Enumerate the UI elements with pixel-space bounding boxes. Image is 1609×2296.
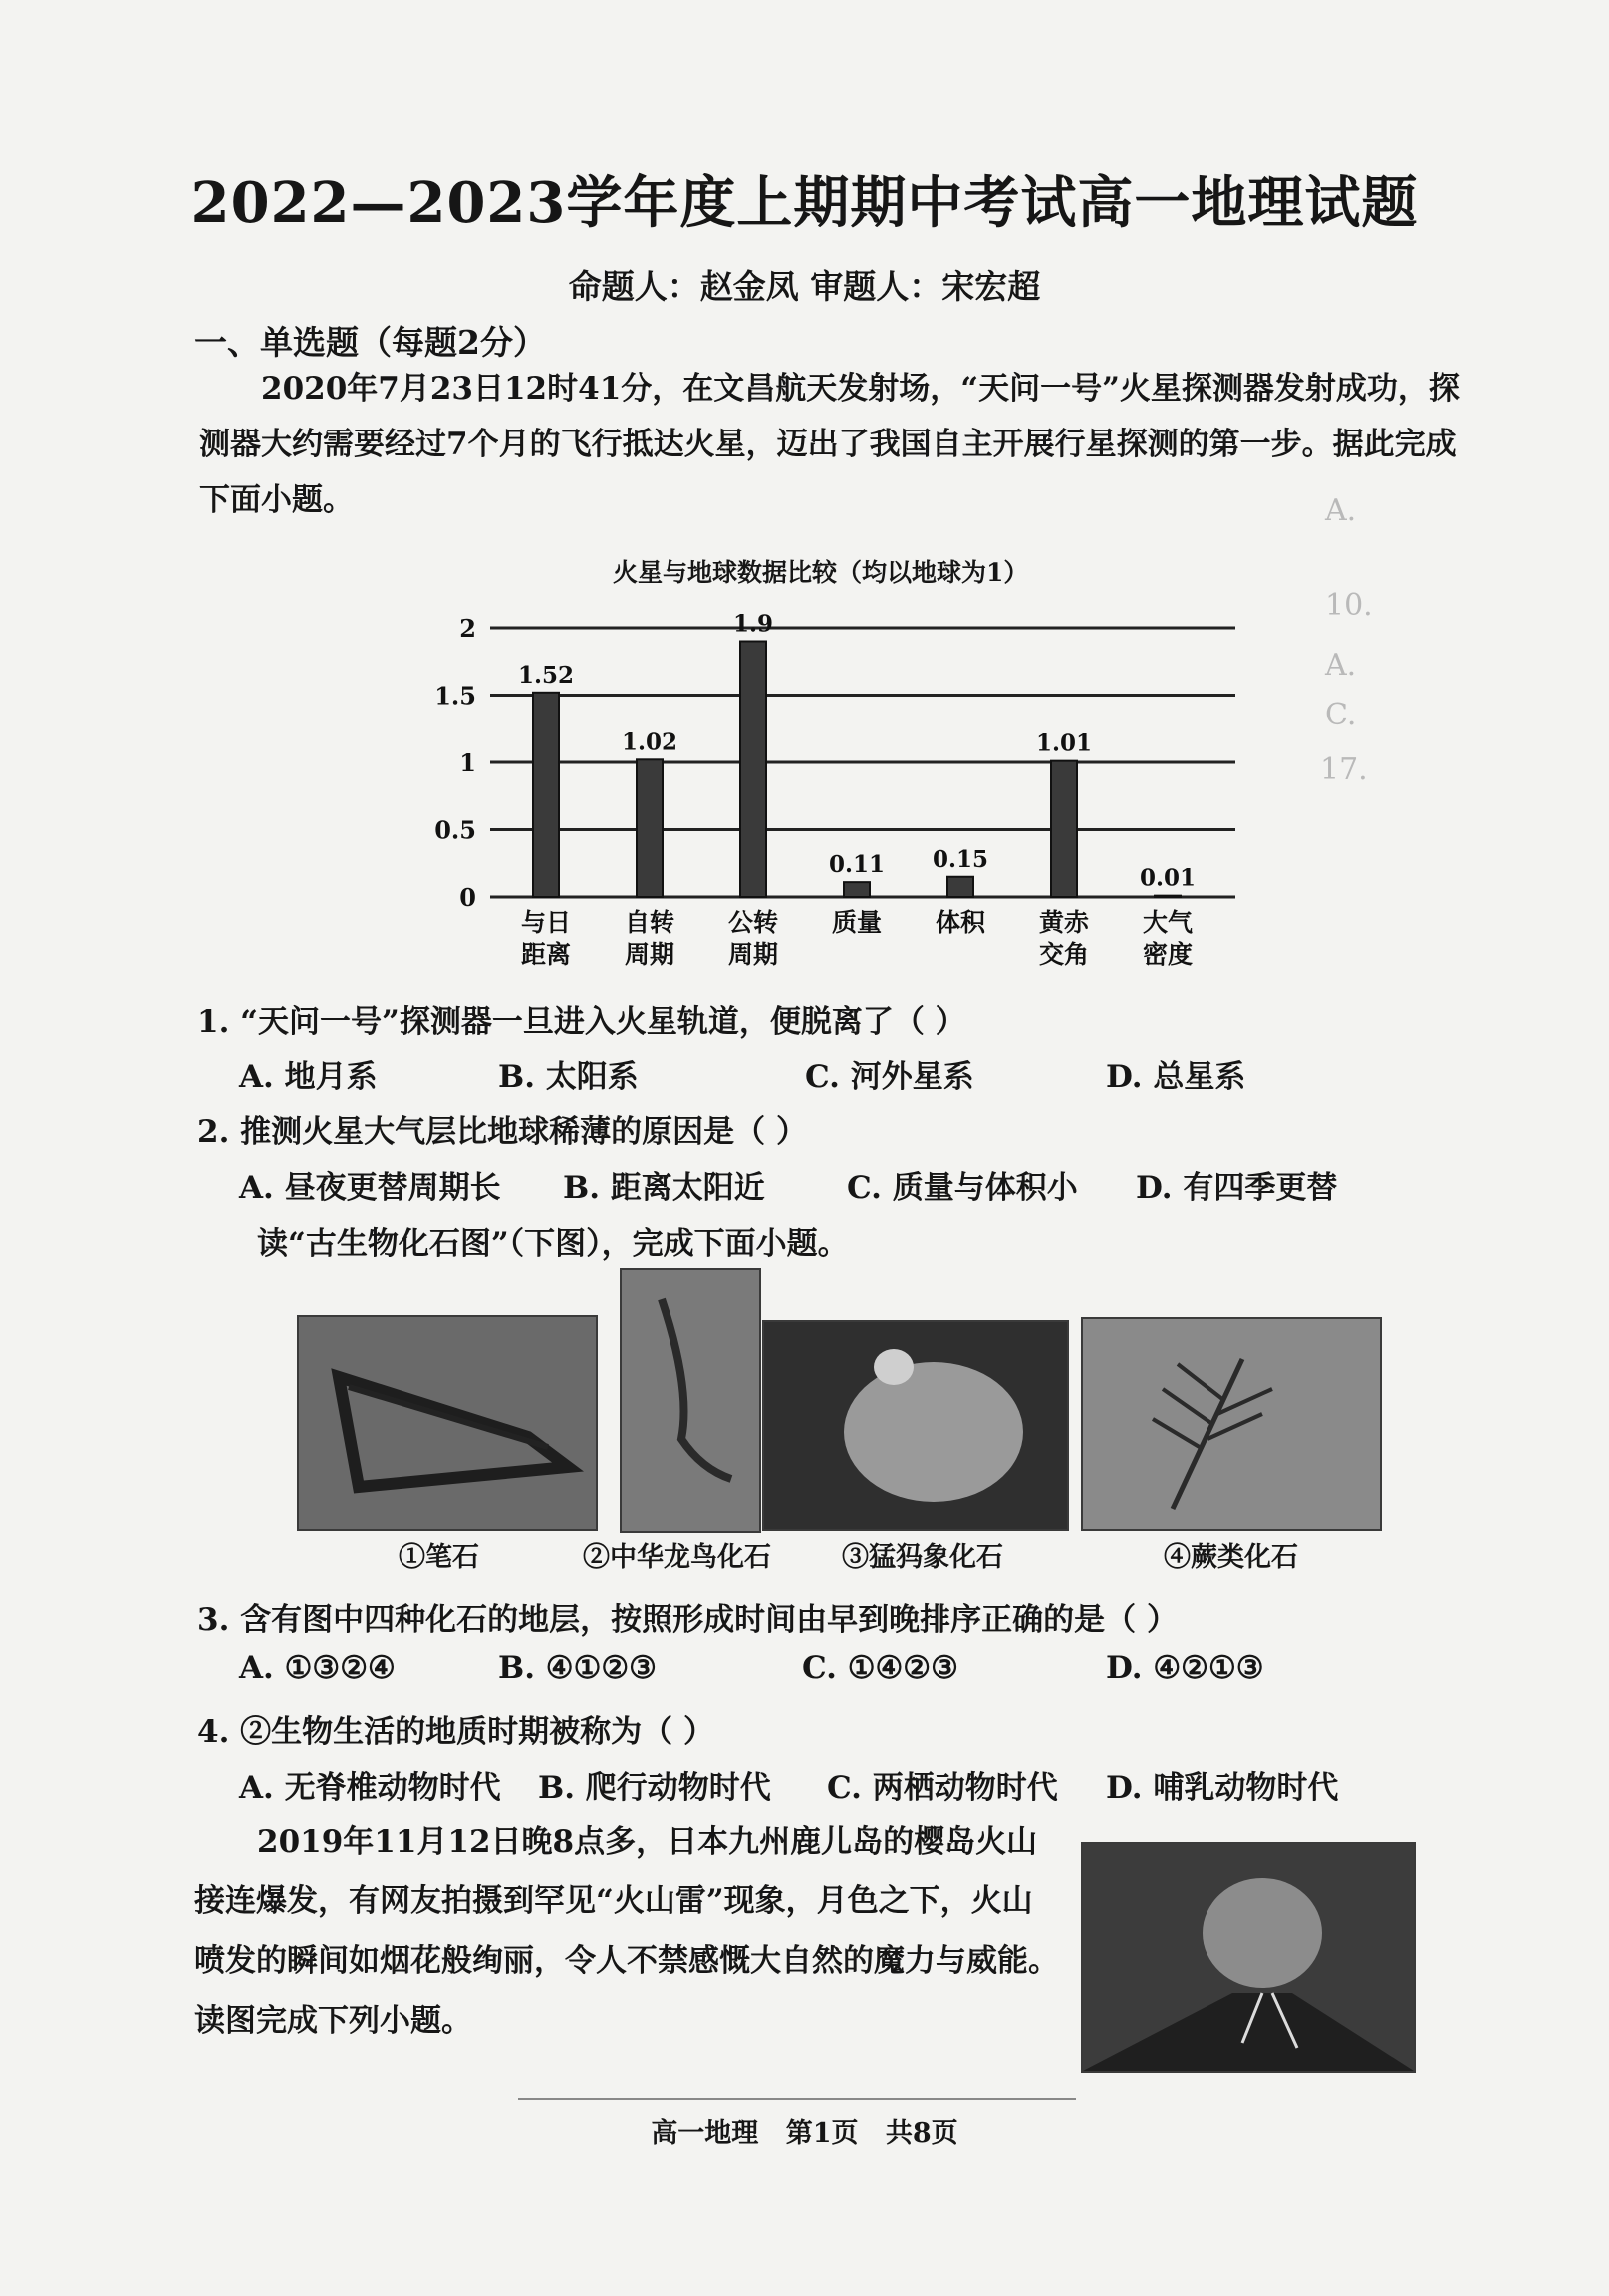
intro-fossils: 读“古生物化石图”（下图），完成下面小题。 bbox=[257, 1226, 849, 1262]
bleed-through-text: A. bbox=[1325, 493, 1357, 528]
y-tick-label: 0.5 bbox=[434, 815, 476, 845]
bar-value-label: 1.02 bbox=[621, 728, 678, 756]
fossil-caption-2: ②中华龙鸟化石 bbox=[583, 1542, 771, 1573]
bleed-through-text: 17. bbox=[1320, 752, 1368, 787]
y-tick-label: 2 bbox=[459, 614, 476, 643]
q4-option-a: A. 无脊椎动物时代 bbox=[239, 1770, 501, 1806]
bleed-through-text: 10. bbox=[1325, 588, 1373, 623]
x-tick-label: 交角 bbox=[1038, 940, 1090, 969]
question-3: 3. 含有图中四种化石的地层，按照形成时间由早到晚排序正确的是（ ） bbox=[197, 1602, 1178, 1638]
bar-value-label: 1.52 bbox=[517, 661, 575, 689]
fern-fossil-photo bbox=[1081, 1317, 1382, 1531]
fossil-caption-1: ①笔石 bbox=[399, 1542, 479, 1573]
section-heading: 一、单选题（每题2分） bbox=[194, 323, 546, 362]
q2-option-c: C. 质量与体积小 bbox=[847, 1170, 1078, 1206]
y-tick-label: 0 bbox=[459, 883, 476, 912]
intro-volcano-line: 读图完成下列小题。 bbox=[194, 2003, 472, 2039]
x-tick-label: 密度 bbox=[1142, 940, 1194, 969]
y-tick-label: 1.5 bbox=[434, 681, 476, 711]
exam-authors: 命题人：赵金凤 审题人：宋宏超 bbox=[568, 267, 1041, 306]
volcano-photo bbox=[1081, 1842, 1416, 2073]
x-tick-label: 大气 bbox=[1142, 908, 1194, 937]
q1-option-b: B. 太阳系 bbox=[498, 1059, 639, 1095]
bar-value-label: 0.11 bbox=[828, 851, 886, 879]
y-tick-label: 1 bbox=[459, 748, 476, 777]
q4-option-b: B. 爬行动物时代 bbox=[538, 1770, 771, 1806]
bleed-through-text: A. bbox=[1325, 648, 1357, 683]
fossil-caption-3: ③猛犸象化石 bbox=[842, 1542, 1003, 1573]
x-tick-label: 质量 bbox=[831, 908, 883, 937]
x-tick-label: 体积 bbox=[935, 908, 986, 937]
bar-value-label: 1.9 bbox=[732, 610, 774, 638]
intro-volcano-line: 接连爆发，有网友拍摄到罕见“火山雷”现象，月色之下，火山 bbox=[194, 1883, 1033, 1919]
exam-title: 2022—2023学年度上期期中考试高一地理试题 bbox=[190, 170, 1419, 236]
q4-option-c: C. 两栖动物时代 bbox=[827, 1770, 1058, 1806]
bleed-through-text: C. bbox=[1325, 698, 1357, 732]
x-tick-label: 公转 bbox=[727, 908, 779, 937]
question-2: 2. 推测火星大气层比地球稀薄的原因是（ ） bbox=[197, 1114, 807, 1150]
q1-option-c: C. 河外星系 bbox=[805, 1059, 974, 1095]
bar-value-label: 1.01 bbox=[1035, 729, 1093, 757]
intro-volcano-line: 2019年11月12日晚8点多，日本九州鹿儿岛的樱岛火山 bbox=[257, 1824, 1038, 1860]
intro-line: 测器大约需要经过7个月的飞行抵达火星，迈出了我国自主开展行星探测的第一步。据此完成 bbox=[199, 427, 1457, 462]
intro-line: 下面小题。 bbox=[199, 482, 354, 518]
q1-option-a: A. 地月系 bbox=[239, 1059, 378, 1095]
bar bbox=[533, 693, 559, 897]
intro-volcano-line: 喷发的瞬间如烟花般绚丽，令人不禁感慨大自然的魔力与威能。 bbox=[194, 1943, 1059, 1979]
x-tick-label: 周期 bbox=[624, 940, 675, 969]
bar bbox=[1051, 761, 1077, 897]
x-tick-label: 周期 bbox=[727, 940, 779, 969]
q4-option-d: D. 哺乳动物时代 bbox=[1106, 1770, 1339, 1806]
sinosauropteryx-photo bbox=[620, 1268, 761, 1533]
q2-option-a: A. 昼夜更替周期长 bbox=[239, 1170, 501, 1206]
bar bbox=[637, 759, 663, 897]
q3-option-a: A. ①③②④ bbox=[239, 1650, 396, 1686]
x-tick-label: 距离 bbox=[520, 940, 572, 969]
mammoth-photo bbox=[762, 1320, 1069, 1531]
bar-value-label: 0.15 bbox=[932, 845, 989, 873]
page-footer: 高一地理 第1页 共8页 bbox=[651, 2118, 958, 2149]
q2-option-b: B. 距离太阳近 bbox=[563, 1170, 765, 1206]
q3-option-c: C. ①④②③ bbox=[802, 1650, 958, 1686]
question-4: 4. ②生物生活的地质时期被称为（ ） bbox=[197, 1714, 714, 1750]
x-tick-label: 黄赤 bbox=[1038, 908, 1090, 937]
bar-value-label: 0.01 bbox=[1139, 864, 1197, 892]
bar bbox=[947, 877, 973, 897]
intro-line: 2020年7月23日12时41分，在文昌航天发射场，“天问一号”火星探测器发射成功，探 bbox=[261, 371, 1460, 407]
q1-option-d: D. 总星系 bbox=[1106, 1059, 1246, 1095]
mars-earth-bar-chart bbox=[428, 588, 1255, 987]
bar bbox=[1155, 896, 1181, 897]
footer-divider bbox=[518, 2098, 1076, 2100]
x-tick-label: 与日 bbox=[520, 908, 572, 937]
q3-option-d: D. ④②①③ bbox=[1106, 1650, 1264, 1686]
q2-option-d: D. 有四季更替 bbox=[1136, 1170, 1338, 1206]
q3-option-b: B. ④①②③ bbox=[498, 1650, 657, 1686]
bar bbox=[844, 882, 870, 897]
question-1: 1. “天问一号”探测器一旦进入火星轨道，便脱离了（ ） bbox=[197, 1004, 966, 1040]
graptolite-photo bbox=[297, 1315, 598, 1531]
bar bbox=[740, 642, 766, 898]
x-tick-label: 自转 bbox=[624, 908, 675, 937]
chart-title: 火星与地球数据比较（均以地球为1） bbox=[613, 558, 1029, 587]
fossil-caption-4: ④蕨类化石 bbox=[1164, 1542, 1298, 1573]
